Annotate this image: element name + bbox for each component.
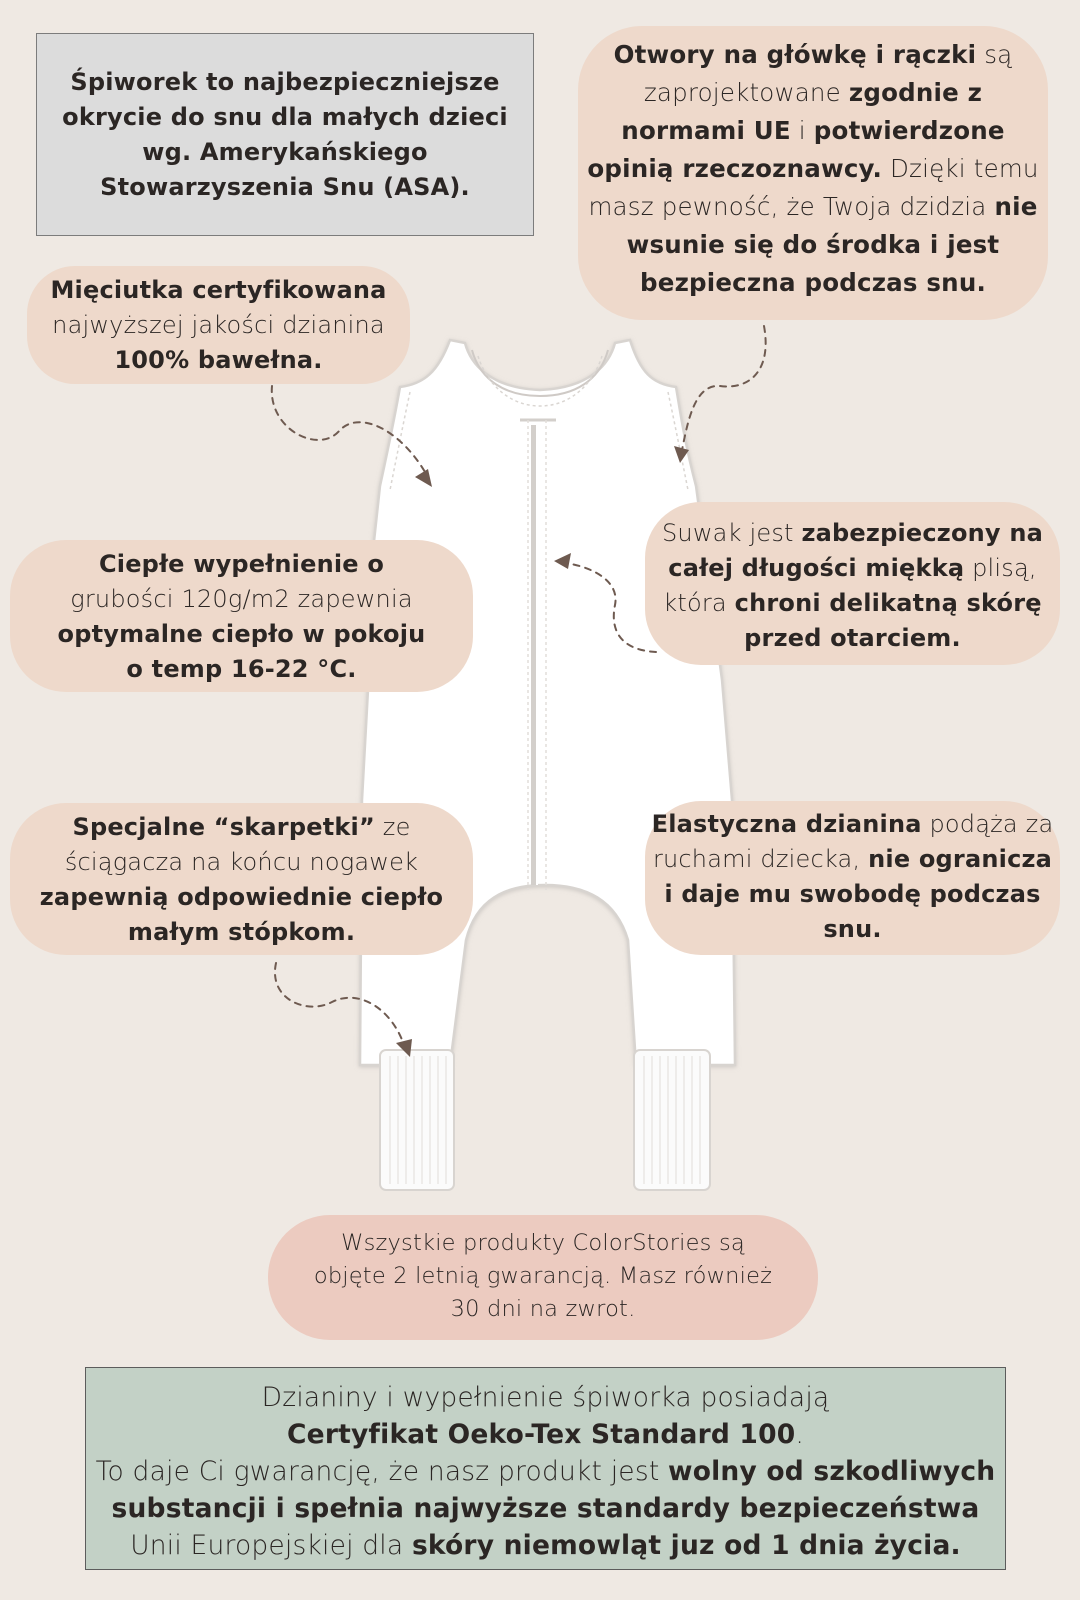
soft-line-2: najwyższej jakości dzianina [52, 311, 385, 339]
openings-text-2: i [790, 116, 814, 145]
certificate-box [85, 1367, 1006, 1570]
cert-bold-2: skóry niemowląt juz od 1 dnia życia. [411, 1530, 961, 1561]
openings-bold-4: nie wsunie się do środka i jest bezpieczna podczas snu. [626, 192, 1038, 297]
socks-bold-1: Specjalne “skarpetki” [72, 813, 375, 841]
soft-fabric-bubble [27, 266, 410, 384]
elastic-bubble [645, 801, 1060, 955]
intro-text: Śpiworek to najbezpieczniejsze okrycie do snu dla małych dzieci wg. Amerykańskiego Stowarzyszenia Snu (ASA). [62, 67, 508, 201]
cert-text-1: To daje Ci gwarancję, że nasz produkt jest [95, 1456, 669, 1487]
socks-line-3: zapewnią odpowiednie ciepło małym stópkom. [39, 883, 444, 946]
cert-line-1: Dzianiny i wypełnienie śpiworka posiadają [261, 1382, 830, 1413]
cert-dot: . [795, 1419, 804, 1450]
openings-bold-2: zgodnie z normami UE [621, 78, 983, 145]
warranty-line-2: objęte 2 letnią gwarancją. Masz również [313, 1263, 773, 1289]
warm-line-1: Ciepłe wypełnienie o [98, 550, 385, 578]
warm-line-2: grubości 120g/m2 zapewnia [70, 585, 413, 613]
soft-line-3: 100% bawełna. [114, 346, 323, 374]
openings-bold-1: Otwory na główkę i rączki [613, 40, 977, 69]
soft-line-1: Mięciutka certyfikowana [50, 276, 387, 304]
warm-line-4: o temp 16-22 °C. [126, 655, 357, 683]
warranty-bubble [268, 1215, 818, 1340]
warranty-line-3: 30 dni na zwrot. [450, 1296, 636, 1322]
elastic-bold-1: Elastyczna dzianina [651, 810, 922, 838]
socks-text-1: ze [374, 813, 411, 841]
zip-text-2: plisą, która [663, 554, 1037, 617]
socks-line-2: ściągacza na końcu nogawek [64, 848, 419, 876]
socks-bubble [10, 803, 473, 955]
openings-text-1: są zaprojektowane [643, 40, 1013, 107]
openings-info-bubble [578, 26, 1048, 320]
zipper-bubble [645, 502, 1060, 665]
zip-text-1: Suwak jest [661, 519, 802, 547]
warm-line-3: optymalne ciepło w pokoju [57, 620, 426, 648]
intro-box [36, 33, 534, 236]
openings-bold-3: potwierdzone opinią rzeczoznawcy. [587, 116, 1005, 183]
elastic-bold-2: nie ogranicza i daje mu swobodę podczas snu. [664, 845, 1053, 943]
cert-text-2: Unii Europejskiej dla [130, 1530, 412, 1561]
openings-text-3: Dzięki temu masz pewność, że Twoja dzidzia [588, 154, 1039, 221]
warranty-line-1: Wszystkie produkty ColorStories są [341, 1230, 745, 1256]
warm-filling-bubble [10, 540, 473, 692]
cert-standard: Certyfikat Oeko-Tex Standard 100 [287, 1419, 796, 1450]
elastic-text-1: podąża za ruchami dziecka, [652, 810, 1054, 873]
zip-bold-1: zabezpieczony na całej długości miękką [668, 519, 1044, 582]
zip-bold-2: chroni delikatną skórę przed otarciem. [734, 589, 1042, 652]
cert-bold-1: wolny od szkodliwych substancji i spełnia najwyższe standardy bezpieczeństwa [111, 1456, 996, 1524]
